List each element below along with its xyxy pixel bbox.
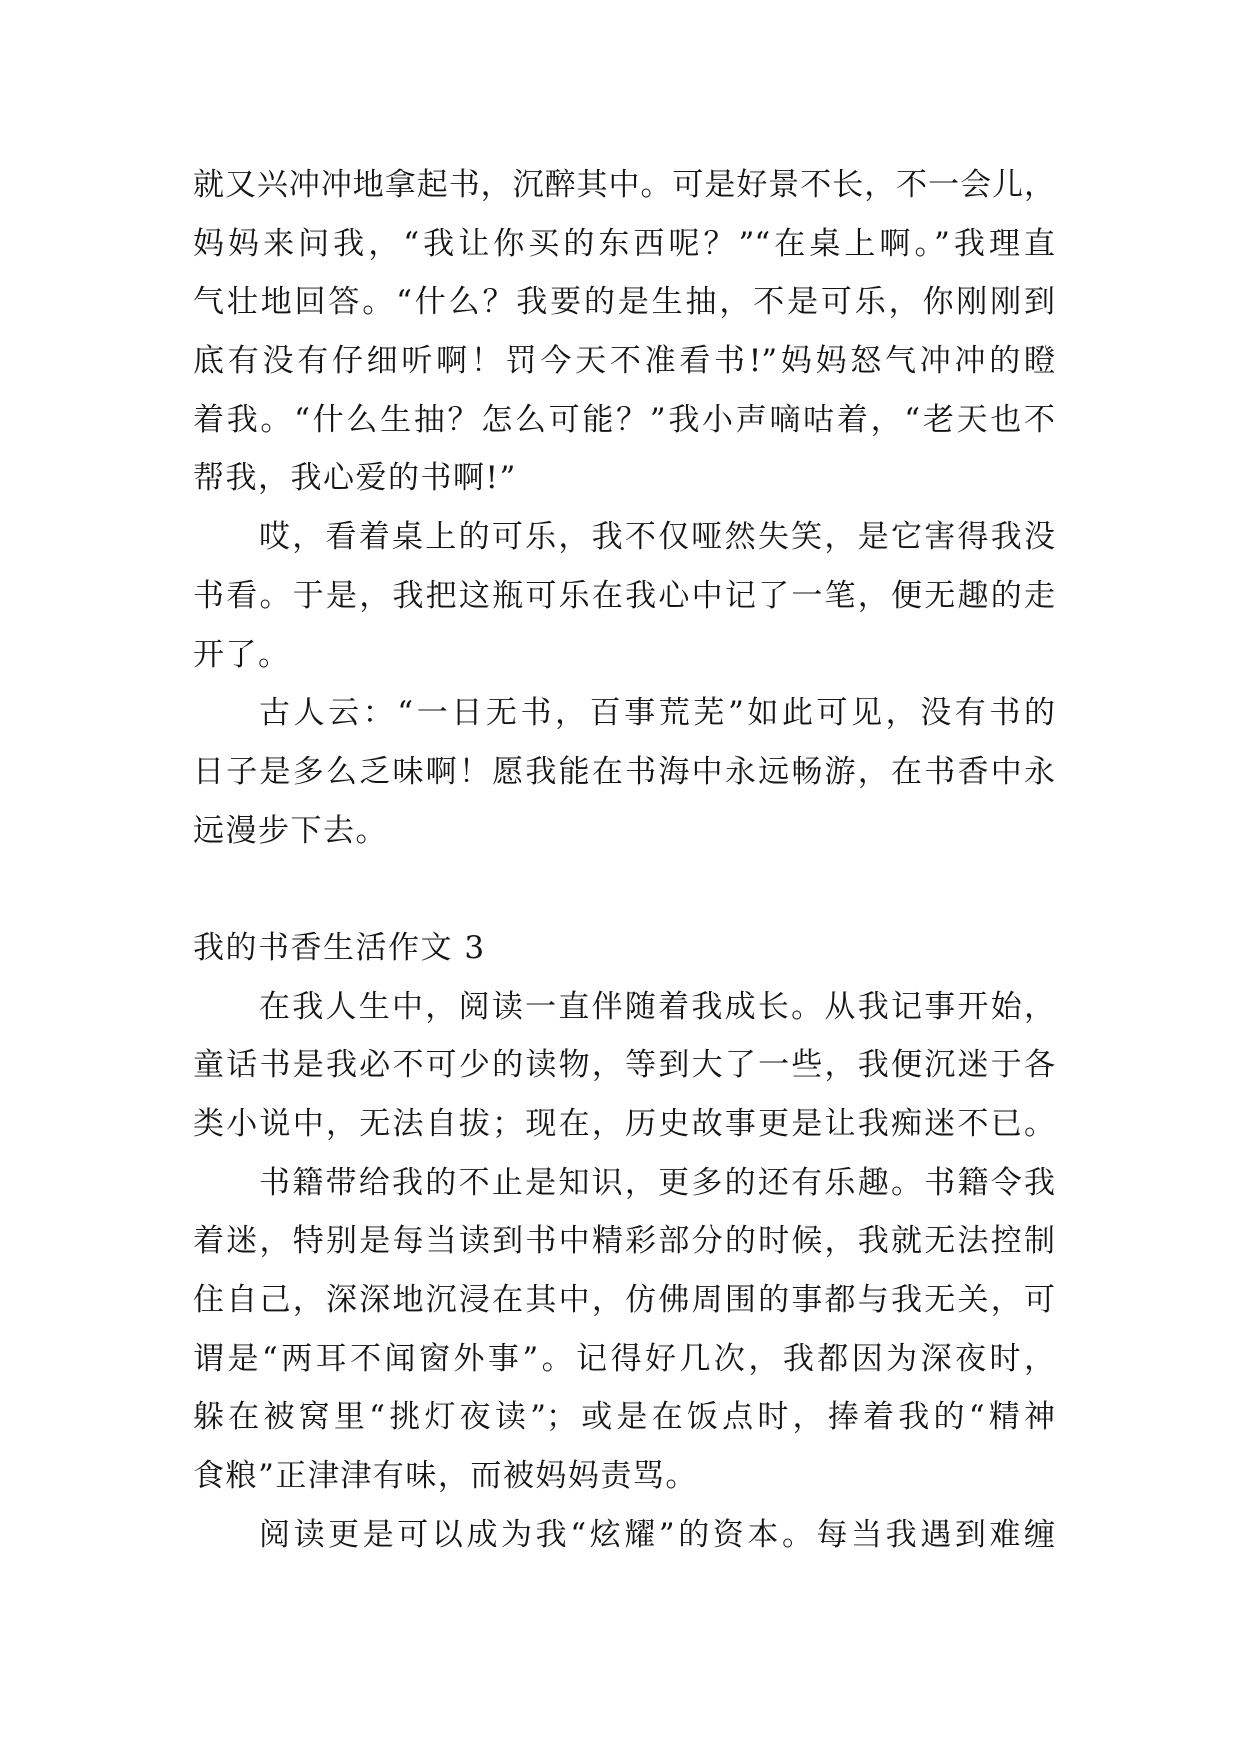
text-line: 躲在被窝里“挑灯夜读”；或是在饭点时，捧着我的“精神 [193,1399,1055,1436]
paragraph [193,684,1055,860]
text-line: 阅读更是可以成为我“炫耀”的资本。每当我遇到难缠 [259,1516,1055,1553]
section-gap [193,860,1055,919]
text-line: 类小说中，无法自拔；现在，历史故事更是让我痴迷不已。 [193,1106,1055,1142]
essay-continued [193,156,1055,860]
paragraph [193,978,1055,1154]
text-line: 书籍带给我的不止是知识，更多的还有乐趣。书籍令我 [259,1164,1055,1201]
text-line: 童话书是我必不可少的读物，等到大了一些，我便沉迷于各 [193,1047,1055,1084]
document-page [193,156,1055,1565]
text-line: 哎，看着桌上的可乐，我不仅哑然失笑，是它害得我没 [259,519,1055,556]
text-line: 食粮”正津津有味，而被妈妈责骂。 [193,1458,698,1495]
essay-3 [193,919,1055,1565]
text-line: 谓是“两耳不闻窗外事”。记得好几次，我都因为深夜时， [193,1340,1055,1377]
text-line: 着迷，特别是每当读到书中精彩部分的时候，我就无法控制 [193,1223,1055,1260]
text-line: 开了。 [193,636,291,673]
text-line: 着我。“什么生抽？怎么可能？”我小声嘀咕着，“老天也不 [193,401,1055,438]
text-line: 妈妈来问我，“我让你买的东西呢？”“在桌上啊。”我理直 [193,225,1055,262]
essay-title: 我的书香生活作文 3 [193,929,486,966]
text-line: 远漫步下去。 [193,812,388,849]
text-line: 书看。于是，我把这瓶可乐在我心中记了一笔，便无趣的走 [193,577,1055,614]
text-line: 就又兴冲冲地拿起书，沉醉其中。可是好景不长，不一会儿， [193,167,1055,203]
paragraph [193,508,1055,684]
text-line: 在我人生中，阅读一直伴随着我成长。从我记事开始， [259,988,1055,1025]
text-line: 住自己，深深地沉浸在其中，仿佛周围的事都与我无关，可 [193,1282,1055,1319]
text-line: 底有没有仔细听啊！罚今天不准看书!”妈妈怒气冲冲的瞪 [193,343,1055,380]
text-line: 日子是多么乏味啊！愿我能在书海中永远畅游，在书香中永 [193,753,1055,790]
text-line: 帮我，我心爱的书啊!” [193,460,517,497]
paragraph [193,1154,1055,1506]
paragraph [193,1506,1055,1565]
text-line: 气壮地回答。“什么？我要的是生抽，不是可乐，你刚刚到 [193,284,1055,321]
paragraph [193,156,1055,508]
text-line: 古人云：“一日无书，百事荒芜”如此可见，没有书的 [259,695,1055,732]
